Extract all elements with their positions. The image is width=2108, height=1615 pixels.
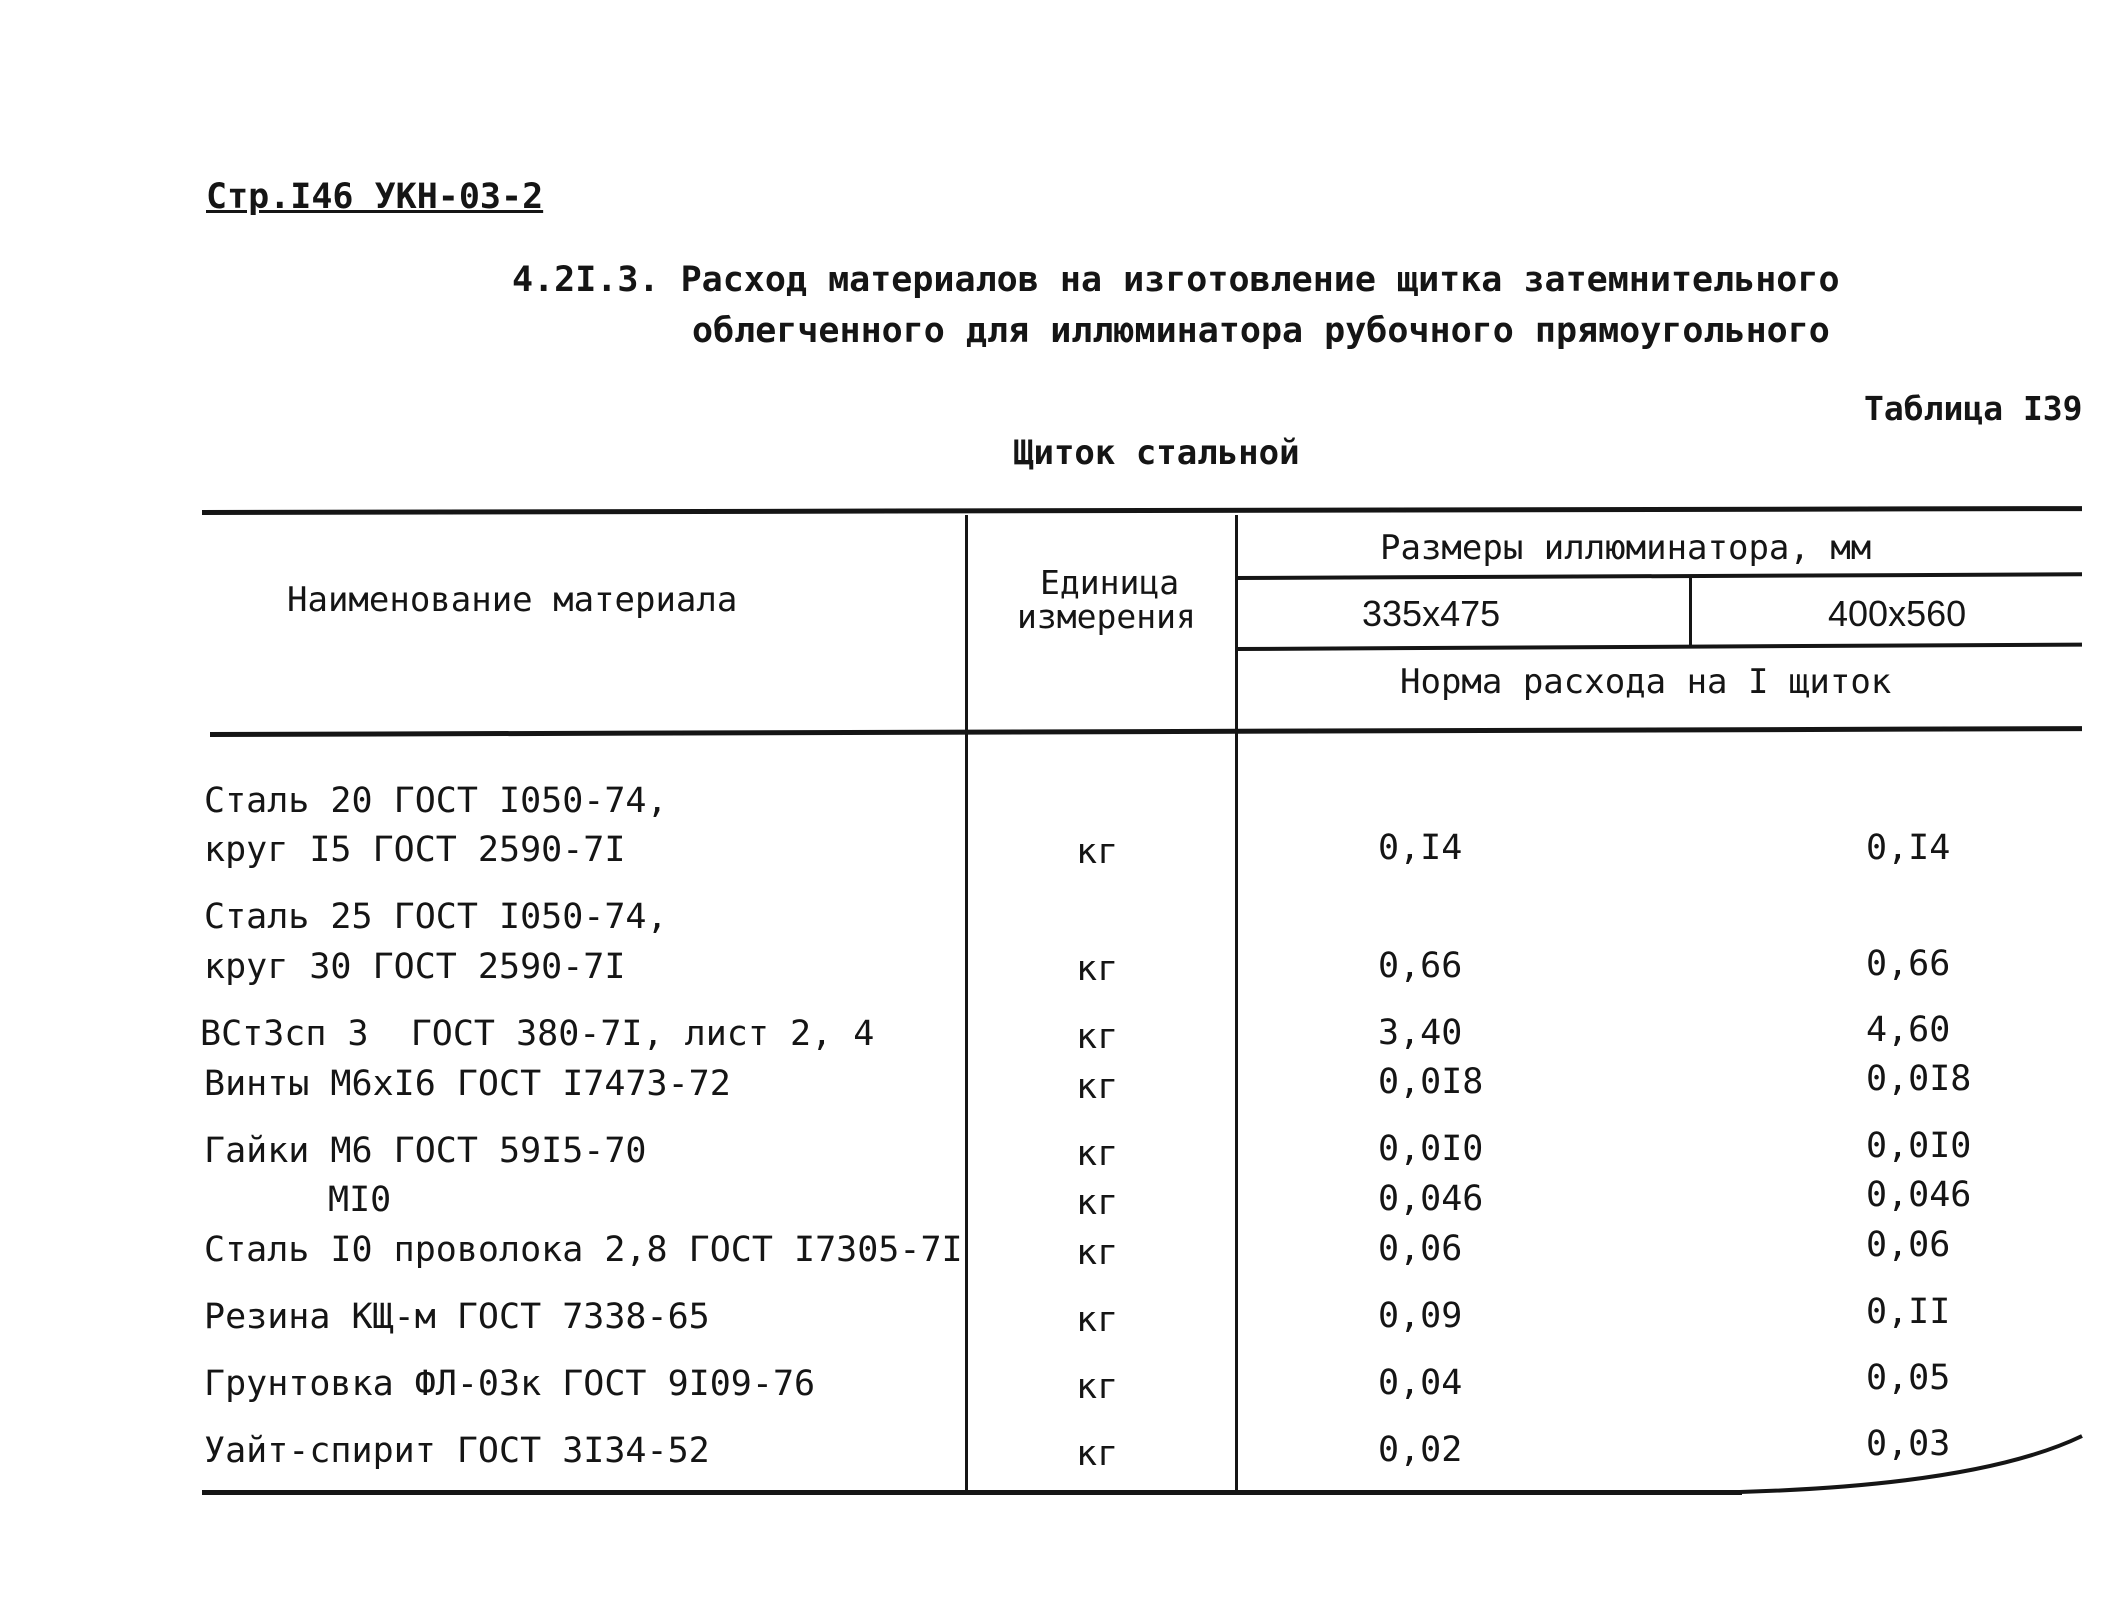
row6-unit: кг	[1076, 1183, 1119, 1223]
row5-value2: 0,0I0	[1866, 1126, 1972, 1166]
header-unit-line2: измерения	[1017, 597, 1196, 636]
row9-value1: 0,04	[1378, 1363, 1463, 1403]
row1-value2: 0,I4	[1866, 828, 1951, 868]
table-bottom-rule	[202, 1490, 1742, 1495]
row9-value2: 0,05	[1866, 1358, 1951, 1398]
row1-value1: 0,I4	[1378, 828, 1463, 868]
row3-unit: кг	[1076, 1017, 1119, 1057]
row2-value2: 0,66	[1866, 944, 1951, 984]
row5-name: Гайки М6 ГОСТ 59I5-70	[204, 1131, 647, 1171]
header-norm: Норма расхода на I щиток	[1400, 662, 1892, 702]
header-dimensions: Размеры иллюминатора, мм	[1380, 528, 1872, 568]
dimensions-rule	[1236, 572, 2082, 580]
row5-unit: кг	[1076, 1134, 1119, 1174]
row8-value2: 0,II	[1866, 1292, 1951, 1332]
section-title-line1: 4.2I.3. Расход материалов на изготовление щитка затемнительного	[512, 260, 1840, 300]
row3-name: ВСт3сп 3 ГОСТ 380-7I, лист 2, 4	[200, 1014, 875, 1054]
header-size1: 335x475	[1362, 593, 1501, 634]
row2-name-line1: Сталь 25 ГОСТ I050-74,	[204, 897, 668, 937]
table-caption: Щиток стальной	[1013, 433, 1300, 473]
row8-unit: кг	[1076, 1300, 1119, 1340]
header-size2: 400x560	[1828, 593, 1967, 634]
col-divider-unit	[965, 515, 968, 1495]
row6-value2: 0,046	[1866, 1175, 1972, 1215]
row8-value1: 0,09	[1378, 1296, 1463, 1336]
section-title-line2: облегченного для иллюминатора рубочного прямоугольного	[692, 311, 1830, 351]
page-reference: Стр.I46 УКН-03-2	[206, 177, 544, 217]
row2-value1: 0,66	[1378, 946, 1463, 986]
row2-name-line2: круг 30 ГОСТ 2590-7I	[204, 947, 626, 987]
row4-value1: 0,0I8	[1378, 1062, 1484, 1102]
row7-name: Сталь I0 проволока 2,8 ГОСТ I7305-7I	[204, 1230, 963, 1270]
row10-value1: 0,02	[1378, 1430, 1463, 1470]
row10-unit: кг	[1076, 1434, 1119, 1474]
row2-unit: кг	[1076, 949, 1119, 989]
row1-unit: кг	[1076, 832, 1119, 872]
row6-name: МI0	[328, 1180, 392, 1220]
sizes-rule	[1236, 643, 2082, 651]
row7-value2: 0,06	[1866, 1225, 1951, 1265]
col-divider-sizes	[1689, 578, 1692, 648]
table-top-rule	[202, 506, 2082, 515]
row4-name: Винты М6xI6 ГОСТ I7473-72	[204, 1064, 731, 1104]
row1-name-line2: круг I5 ГОСТ 2590-7I	[204, 830, 626, 870]
row9-name: Грунтовка ФЛ-03к ГОСТ 9I09-76	[204, 1364, 816, 1404]
row10-value2: 0,03	[1866, 1424, 1951, 1464]
row7-value1: 0,06	[1378, 1229, 1463, 1269]
header-unit-line1: Единица	[1040, 563, 1180, 602]
row7-unit: кг	[1076, 1233, 1119, 1273]
row8-name: Резина КЩ-м ГОСТ 7338-65	[204, 1297, 710, 1337]
row3-value1: 3,40	[1378, 1013, 1463, 1053]
table-label: Таблица I39	[1864, 389, 2083, 428]
row9-unit: кг	[1076, 1367, 1119, 1407]
col-divider-values	[1235, 515, 1238, 1495]
row3-value2: 4,60	[1866, 1010, 1951, 1050]
row4-unit: кг	[1076, 1067, 1119, 1107]
row4-value2: 0,0I8	[1866, 1059, 1972, 1099]
header-bottom-rule	[210, 726, 2082, 737]
row5-value1: 0,0I0	[1378, 1129, 1484, 1169]
row6-value1: 0,046	[1378, 1179, 1484, 1219]
row1-name-line1: Сталь 20 ГОСТ I050-74,	[204, 781, 668, 821]
header-material: Наименование материала	[287, 580, 738, 620]
row10-name: Уайт-спирит ГОСТ 3I34-52	[204, 1431, 710, 1471]
